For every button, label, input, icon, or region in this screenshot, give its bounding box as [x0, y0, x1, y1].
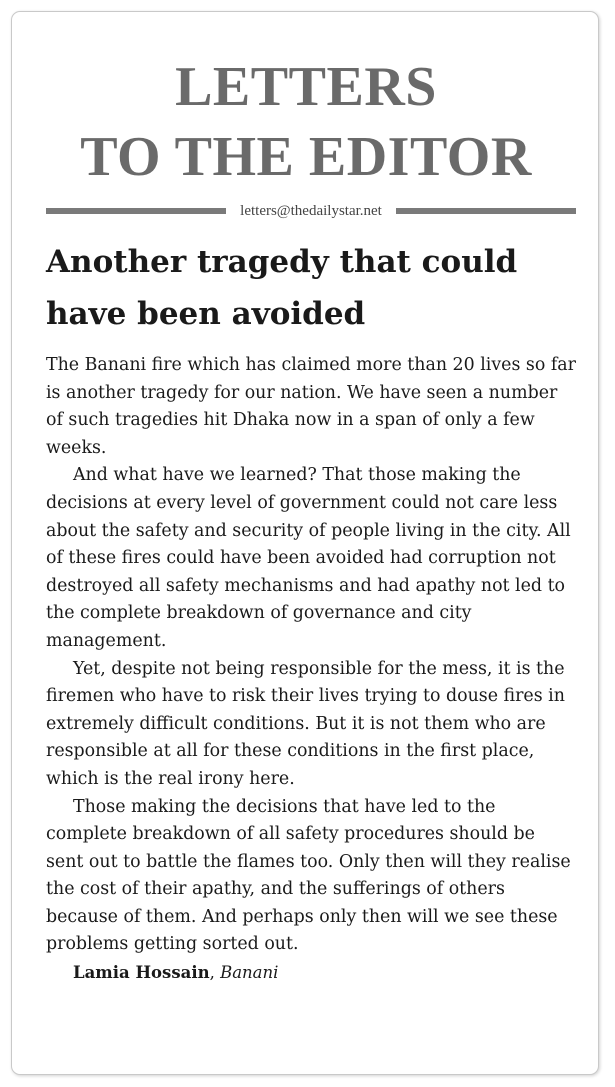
byline-separator: , [209, 963, 221, 983]
body-paragraph-1: The Banani fire which has claimed more than 20 lives so far is another tragedy for our nation. We have seen a number of such tragedies hit Dhaka now in a span of only a few weeks. [46, 355, 576, 458]
editor-email: letters@thedailystar.net [240, 202, 382, 219]
section-title-line-1: LETTERS [175, 56, 437, 118]
section-title [12, 52, 600, 192]
body-paragraph-4: Those making the decisions that have led to the complete breakdown of all safety procedures should be sent out to battle the flames too. Only then will they realise the cost of their apathy, and the sufferings of others because of them. And perhaps only then will we see these problems getting sorted out. [46, 796, 571, 955]
body-paragraph-3: Yet, despite not being responsible for the mess, it is the firemen who have to risk their lives trying to douse fires in extremely difficult conditions. But it is not them who are responsible at all for these conditions in the first place, which is the real irony here. [46, 658, 565, 789]
email-row [46, 198, 576, 224]
byline [46, 959, 576, 987]
author-location: Banani [220, 963, 279, 983]
letter-card [11, 11, 599, 1075]
left-rule-divider [46, 208, 226, 214]
section-title-line-2: TO THE EDITOR [80, 126, 532, 188]
letter-body [46, 352, 576, 987]
author-name: Lamia Hossain [73, 963, 210, 983]
letter-headline: Another tragedy that could have been avoided [46, 244, 518, 332]
body-paragraph-2: And what have we learned? That those making the decisions at every level of government could not care less about the safety and security of people living in the city. All of these fires could have been avoided had corruption not destroyed all safety mechanisms and had apathy not led to the complete breakdown of governance and city management. [46, 465, 571, 651]
right-rule-divider [396, 208, 576, 214]
